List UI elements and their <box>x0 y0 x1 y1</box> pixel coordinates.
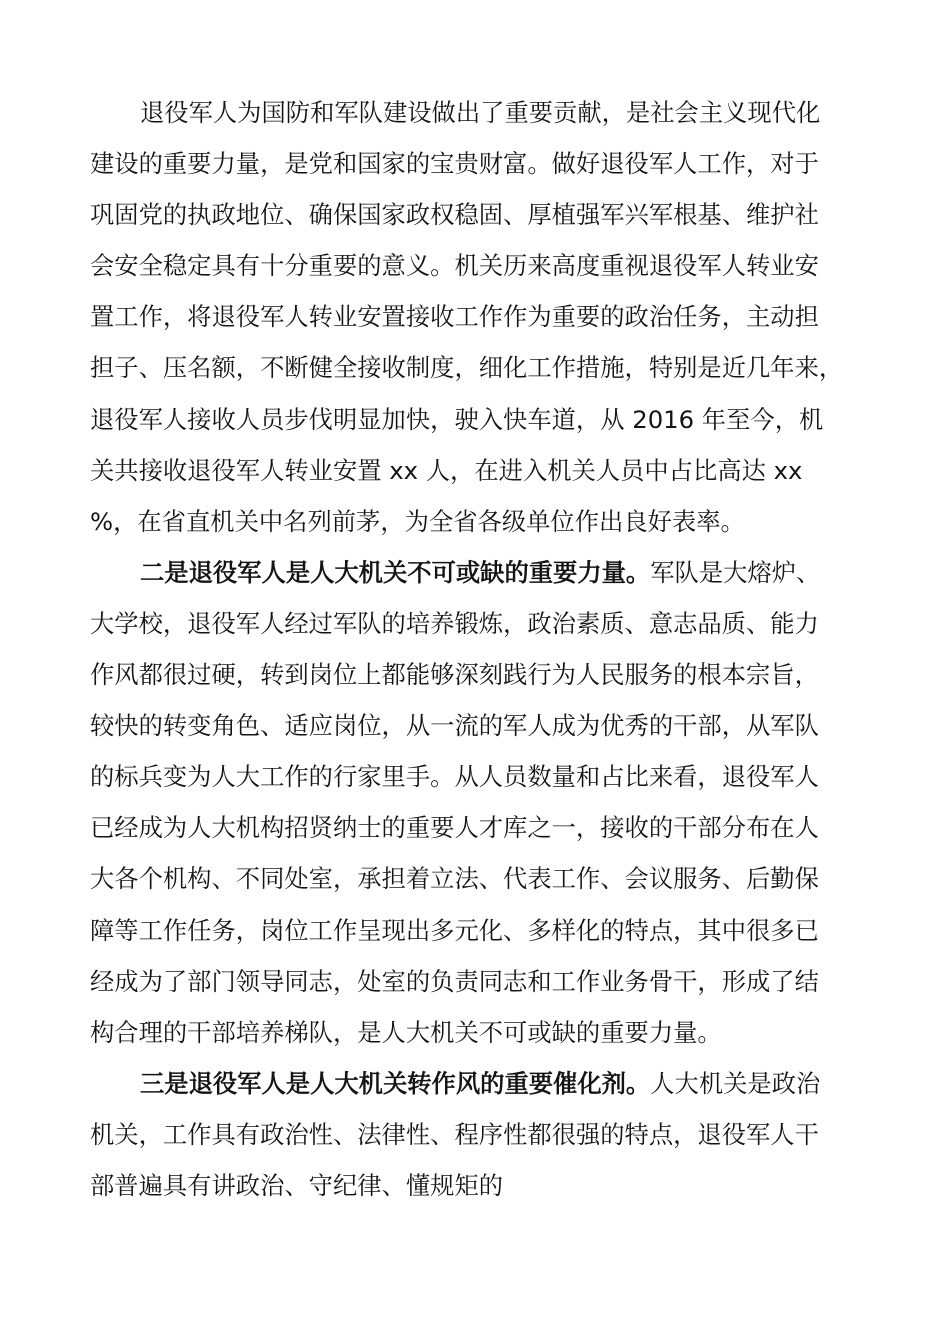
paragraph-line: 经成为了部门领导同志，处室的负责同志和工作业务骨干，形成了结 <box>90 966 819 996</box>
paragraph-line: 较快的转变角色、适应岗位，从一流的军人成为优秀的干部，从军队 <box>90 711 819 741</box>
paragraph-line: 置工作，将退役军人转业安置接收工作作为重要的政治任务，主动担 <box>90 302 819 332</box>
paragraph-3 <box>90 1058 880 1211</box>
document-body <box>90 87 880 1211</box>
paragraph-first-line-text: 军队是大熔炉、 <box>650 557 821 587</box>
paragraph-line: 机关，工作具有政治性、法律性、程序性都很强的特点，退役军人干 <box>90 1119 819 1149</box>
paragraph-line: 构合理的干部培养梯队，是人大机关不可或缺的重要力量。 <box>90 1017 722 1047</box>
paragraph-line: 大各个机构、不同处室，承担着立法、代表工作、会议服务、后勤保 <box>90 864 819 894</box>
paragraph-first-line-text: 人大机关是政治 <box>650 1068 821 1098</box>
paragraph-heading: 三是退役军人是人大机关转作风的重要催化剂。 <box>140 1068 651 1098</box>
paragraph-line: %，在省直机关中名列前茅，为全省各级单位作出良好表率。 <box>90 506 745 536</box>
paragraph-line: 担子、压名额，不断健全接收制度，细化工作措施，特别是近几年来， <box>90 353 844 383</box>
paragraph-line: 关共接收退役军人转业安置 xx 人，在进入机关人员中占比高达 xx <box>90 455 803 485</box>
paragraph-first-line <box>90 547 880 598</box>
paragraph-line: 部普遍具有讲政治、守纪律、懂规矩的 <box>90 1170 504 1200</box>
paragraph-line: 会安全稳定具有十分重要的意义。机关历来高度重视退役军人转业安 <box>90 251 819 281</box>
paragraph-line: 障等工作任务，岗位工作呈现出多元化、多样化的特点，其中很多已 <box>90 915 819 945</box>
paragraph-first-line <box>90 1058 880 1109</box>
paragraph-line: 的标兵变为人大工作的行家里手。从人员数量和占比来看，退役军人 <box>90 762 819 792</box>
paragraph-heading: 二是退役军人是人大机关不可或缺的重要力量。 <box>140 557 651 587</box>
paragraph-line: 退役军人为国防和军队建设做出了重要贡献，是社会主义现代化 <box>140 98 821 127</box>
paragraph-line: 大学校，退役军人经过军队的培养锻炼，政治素质、意志品质、能力 <box>90 608 819 638</box>
paragraph-line: 巩固党的执政地位、确保国家政权稳固、厚植强军兴军根基、维护社 <box>90 200 819 230</box>
paragraph-line: 建设的重要力量，是党和国家的宝贵财富。做好退役军人工作，对于 <box>90 149 819 179</box>
paragraph-2 <box>90 547 880 1058</box>
paragraph-line: 退役军人接收人员步伐明显加快，驶入快车道，从 2016 年至今，机 <box>90 404 824 434</box>
paragraph-line: 已经成为人大机构招贤纳士的重要人才库之一，接收的干部分布在人 <box>90 813 819 843</box>
paragraph-line: 作风都很过硬，转到岗位上都能够深刻践行为人民服务的根本宗旨， <box>90 660 819 690</box>
paragraph-1 <box>90 87 880 547</box>
